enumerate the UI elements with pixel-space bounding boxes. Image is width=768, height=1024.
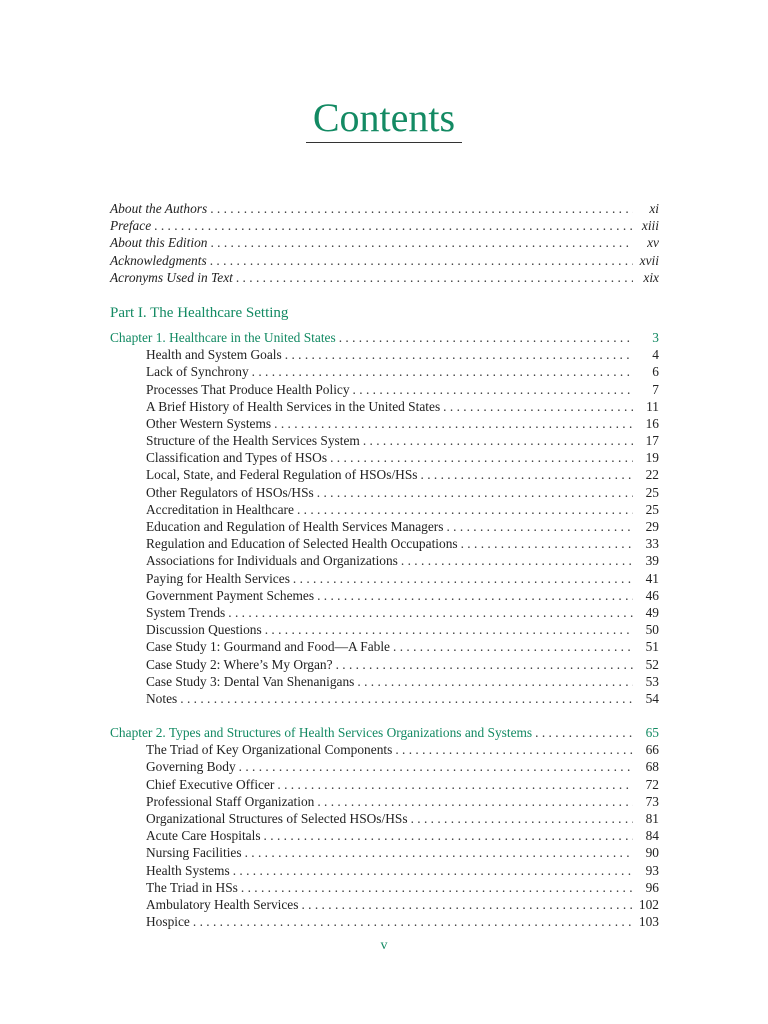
entry-page: 103 xyxy=(638,914,659,930)
entry-page: 49 xyxy=(645,604,659,620)
dot-leader xyxy=(210,200,633,217)
entry-label: A Brief History of Health Services in the United States xyxy=(146,398,441,414)
entry-page: 19 xyxy=(645,450,659,466)
entry-page: 93 xyxy=(645,862,659,878)
entry-page: xv xyxy=(647,235,659,251)
dot-leader xyxy=(233,862,633,879)
entry-page: xi xyxy=(649,201,659,216)
dot-leader xyxy=(317,793,633,810)
entry-page: 33 xyxy=(645,536,659,552)
toc-entry-front-matter[interactable] xyxy=(110,217,659,234)
entry-page: 25 xyxy=(645,484,659,500)
toc-entry-section[interactable] xyxy=(110,415,659,432)
entry-label: The Triad of Key Organizational Components xyxy=(146,742,393,758)
chapter-1-block xyxy=(110,329,659,707)
page-title: Contents xyxy=(312,95,456,140)
entry-label: Ambulatory Health Services xyxy=(146,896,299,912)
entry-label: Lack of Synchrony xyxy=(146,364,249,380)
dot-leader xyxy=(401,552,633,569)
entry-label: Preface xyxy=(110,218,152,234)
entry-page: xiii xyxy=(641,218,659,234)
entry-label: The Triad in HSs xyxy=(146,879,238,895)
entry-page: 29 xyxy=(645,519,659,534)
entry-label: Education and Regulation of Health Services Managers xyxy=(146,519,444,534)
dot-leader xyxy=(330,449,633,466)
toc-entry-section[interactable] xyxy=(110,484,659,501)
toc-entry-front-matter[interactable] xyxy=(110,200,659,217)
entry-page: 4 xyxy=(652,347,659,363)
dot-leader xyxy=(245,844,633,861)
dot-leader xyxy=(297,501,633,518)
entry-label: Structure of the Health Services System xyxy=(146,433,360,449)
entry-page: 16 xyxy=(645,415,659,431)
entry-label: Organizational Structures of Selected HSOs/HSs xyxy=(146,811,408,826)
toc-entry-section[interactable] xyxy=(110,381,659,398)
toc-entry-section[interactable] xyxy=(110,690,659,707)
dot-leader xyxy=(180,690,633,707)
dot-leader xyxy=(154,217,633,234)
entry-page: 11 xyxy=(646,398,659,414)
page-number: v xyxy=(380,938,388,953)
dot-leader xyxy=(236,269,633,286)
entry-page: xvii xyxy=(639,252,659,268)
entry-label: Other Regulators of HSOs/HSs xyxy=(146,484,314,500)
entry-label: Government Payment Schemes xyxy=(146,587,315,603)
entry-label: Chief Executive Officer xyxy=(146,776,275,792)
dot-leader xyxy=(193,913,633,930)
toc-entry-chapter[interactable] xyxy=(110,724,659,741)
entry-page: 41 xyxy=(645,570,659,586)
toc-entry-section[interactable] xyxy=(110,535,659,552)
entry-page: 102 xyxy=(638,896,659,912)
entry-label: Discussion Questions xyxy=(146,622,262,638)
dot-leader xyxy=(252,363,633,380)
toc-entry-section[interactable] xyxy=(110,913,659,930)
entry-label: Local, State, and Federal Regulation of HSOs/HSs xyxy=(146,467,418,483)
entry-label: Professional Staff Organization xyxy=(146,793,315,809)
entry-label: Other Western Systems xyxy=(146,415,272,431)
entry-page: 7 xyxy=(652,381,659,397)
entry-page: xix xyxy=(643,269,659,285)
dot-leader xyxy=(353,381,633,398)
entry-page: 50 xyxy=(645,622,659,638)
entry-label: Hospice xyxy=(146,914,190,930)
dot-leader xyxy=(393,638,633,655)
entry-page: 73 xyxy=(645,793,659,809)
dot-leader xyxy=(357,673,633,690)
front-matter-list xyxy=(110,200,659,286)
entry-page: 17 xyxy=(645,433,659,449)
entry-label: Health and System Goals xyxy=(146,347,282,363)
dot-leader xyxy=(265,621,633,638)
dot-leader xyxy=(411,810,633,827)
toc-entry-section[interactable] xyxy=(110,810,659,827)
entry-page: 96 xyxy=(645,879,659,895)
dot-leader xyxy=(293,570,633,587)
toc-entry-section[interactable] xyxy=(110,896,659,913)
entry-page: 54 xyxy=(645,690,659,706)
entry-label: Case Study 1: Gourmand and Food—A Fable xyxy=(146,639,390,655)
entry-page: 22 xyxy=(645,467,659,483)
dot-leader xyxy=(317,587,633,604)
entry-page: 90 xyxy=(645,845,659,861)
table-of-contents xyxy=(110,200,659,930)
dot-leader xyxy=(285,346,633,363)
toc-entry-section[interactable] xyxy=(110,879,659,896)
toc-entry-section[interactable] xyxy=(110,604,659,621)
toc-entry-section[interactable] xyxy=(110,432,659,449)
entry-label: About the Authors xyxy=(110,201,208,216)
entry-label: Regulation and Education of Selected Health Occupations xyxy=(146,536,458,552)
dot-leader xyxy=(395,741,633,758)
entry-page: 3 xyxy=(652,329,659,345)
entry-label: Classification and Types of HSOs xyxy=(146,450,328,466)
dot-leader xyxy=(535,724,633,741)
toc-entry-section[interactable] xyxy=(110,398,659,415)
dot-leader xyxy=(241,879,633,896)
entry-page: 6 xyxy=(652,364,659,380)
entry-label: Nursing Facilities xyxy=(146,845,242,861)
part-heading: Part I. The Healthcare Setting xyxy=(110,304,289,321)
entry-label: Chapter 2. Types and Structures of Health Services Organizations and Systems xyxy=(110,725,533,741)
toc-entry-front-matter[interactable] xyxy=(110,234,659,251)
entry-page: 66 xyxy=(645,742,659,758)
entry-page: 65 xyxy=(645,725,659,741)
toc-entry-section[interactable] xyxy=(110,346,659,363)
entry-label: Chapter 1. Healthcare in the United States xyxy=(110,329,336,345)
toc-entry-section[interactable] xyxy=(110,363,659,380)
dot-leader xyxy=(277,776,633,793)
toc-entry-front-matter[interactable] xyxy=(110,252,659,269)
entry-label: Accreditation in Healthcare xyxy=(146,501,294,517)
dot-leader xyxy=(274,415,633,432)
toc-entry-section[interactable] xyxy=(110,587,659,604)
entry-page: 25 xyxy=(645,501,659,517)
entry-page: 72 xyxy=(645,776,659,792)
dot-leader xyxy=(301,896,633,913)
dot-leader xyxy=(317,484,633,501)
entry-page: 51 xyxy=(645,639,659,655)
entry-label: Acute Care Hospitals xyxy=(146,828,261,844)
entry-page: 39 xyxy=(645,553,659,569)
toc-entry-front-matter[interactable] xyxy=(110,269,659,286)
toc-entry-section[interactable] xyxy=(110,621,659,638)
entry-label: About this Edition xyxy=(110,235,208,251)
entry-label: Associations for Individuals and Organizations xyxy=(146,553,398,569)
entry-page: 53 xyxy=(645,673,659,689)
toc-entry-section[interactable] xyxy=(110,844,659,861)
toc-entry-section[interactable] xyxy=(110,466,659,483)
entry-label: Health Systems xyxy=(146,862,230,878)
entry-label: Notes xyxy=(146,690,178,706)
dot-leader xyxy=(210,234,633,251)
toc-entry-section[interactable] xyxy=(110,518,659,535)
toc-entry-section[interactable] xyxy=(110,862,659,879)
entry-page: 46 xyxy=(645,587,659,603)
entry-label: Case Study 3: Dental Van Shenanigans xyxy=(146,673,355,689)
dot-leader xyxy=(210,252,633,269)
toc-entry-section[interactable] xyxy=(110,827,659,844)
toc-entry-section[interactable] xyxy=(110,758,659,775)
entry-page: 81 xyxy=(645,811,659,826)
chapter-2-block xyxy=(110,724,659,930)
title-underline xyxy=(306,142,462,143)
dot-leader xyxy=(421,466,634,483)
toc-entry-section[interactable] xyxy=(110,501,659,518)
toc-entry-section[interactable] xyxy=(110,673,659,690)
dot-leader xyxy=(228,604,633,621)
entry-label: Processes That Produce Health Policy xyxy=(146,381,350,397)
dot-leader xyxy=(446,518,633,535)
dot-leader xyxy=(239,758,633,775)
entry-label: Case Study 2: Where’s My Organ? xyxy=(146,656,333,672)
entry-label: System Trends xyxy=(146,604,226,620)
entry-page: 84 xyxy=(645,828,659,844)
dot-leader xyxy=(336,656,633,673)
dot-leader xyxy=(264,827,633,844)
toc-entry-section[interactable] xyxy=(110,776,659,793)
dot-leader xyxy=(461,535,633,552)
entry-page: 52 xyxy=(645,656,659,672)
entry-label: Acknowledgments xyxy=(110,252,207,268)
entry-label: Governing Body xyxy=(146,759,236,775)
entry-label: Acronyms Used in Text xyxy=(110,269,233,285)
toc-entry-chapter[interactable] xyxy=(110,329,659,346)
toc-entry-section[interactable] xyxy=(110,656,659,673)
dot-leader xyxy=(339,329,633,346)
toc-entry-section[interactable] xyxy=(110,793,659,810)
toc-entry-section[interactable] xyxy=(110,552,659,569)
entry-page: 68 xyxy=(645,759,659,775)
dot-leader xyxy=(363,432,633,449)
toc-entry-section[interactable] xyxy=(110,741,659,758)
toc-entry-section[interactable] xyxy=(110,449,659,466)
toc-entry-section[interactable] xyxy=(110,638,659,655)
dot-leader xyxy=(443,398,633,415)
toc-entry-section[interactable] xyxy=(110,570,659,587)
entry-label: Paying for Health Services xyxy=(146,570,290,586)
